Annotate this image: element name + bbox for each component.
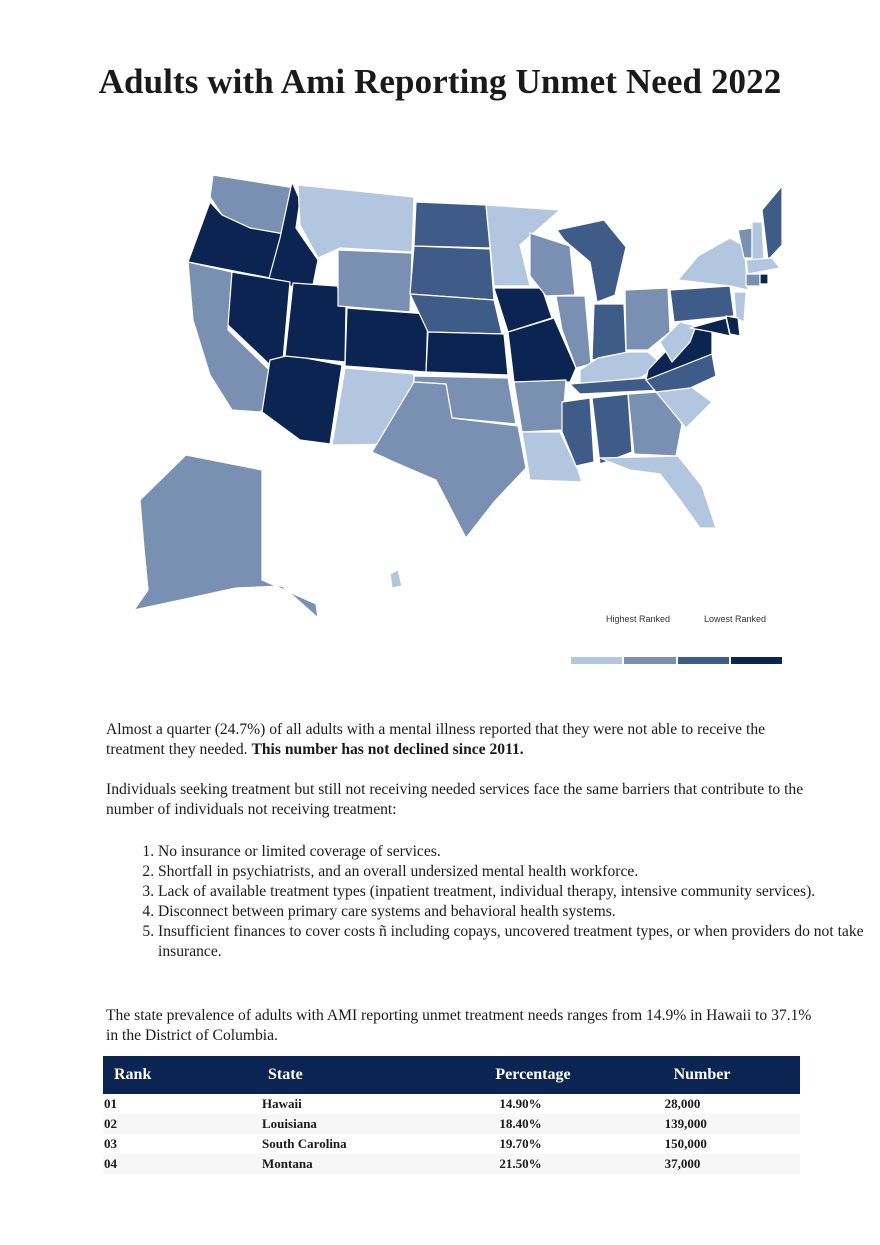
list-item: 1. No insurance or limited coverage of services. [158, 842, 870, 862]
cell-number: 139,000 [663, 1114, 800, 1134]
us-choropleth-map [110, 165, 790, 685]
state-rhode-island [760, 274, 768, 284]
header-state: State [268, 1066, 303, 1083]
cell-rank: 02 [103, 1114, 256, 1134]
legend-swatch [624, 657, 675, 664]
header-number: Number [673, 1066, 731, 1083]
legend-lowest-label: Lowest Ranked [704, 614, 767, 624]
state-montana [298, 185, 414, 258]
map-legend-labels [604, 614, 784, 630]
state-colorado [345, 308, 428, 372]
cell-number: 28,000 [664, 1096, 701, 1111]
cell-rank: 01 [104, 1096, 117, 1111]
table-row [103, 1094, 800, 1114]
paragraph-barriers-intro: Individuals seeking treatment but still not receiving needed services face the same barriers that contribute to the number of individuals not receiving treatment: [106, 781, 804, 818]
cell-state: Montana [256, 1154, 491, 1174]
barriers-list [106, 842, 870, 962]
state-alabama [592, 394, 632, 464]
state-new-york [678, 238, 748, 290]
list-item: 2. Shortfall in psychiatrists, and an overall undersized mental health workforce. [158, 862, 870, 882]
cell-state: South Carolina [262, 1136, 347, 1151]
cell-rank: 03 [104, 1136, 117, 1151]
cell-percentage: 19.70% [499, 1136, 542, 1151]
legend-swatch [678, 657, 729, 664]
state-new-hampshire [752, 222, 764, 260]
state-north-dakota [414, 202, 490, 248]
cell-state: Louisiana [256, 1114, 491, 1134]
state-south-dakota [410, 246, 494, 300]
cell-percentage: 21.50% [491, 1154, 662, 1174]
list-item: 5. Insufficient finances to cover costs ñ including copays, uncovered treatment types, or when providers do not take insurance. [158, 922, 870, 962]
cell-number: 37,000 [663, 1154, 800, 1174]
state-arizona [262, 355, 342, 444]
header-rank: Rank [114, 1066, 152, 1083]
state-connecticut [746, 274, 760, 286]
page-title: Adults with Ami Reporting Unmet Need 2022 [98, 62, 782, 101]
state-arkansas [514, 380, 566, 432]
state-wyoming [338, 250, 412, 312]
list-item: 4. Disconnect between primary care systems and behavioral health systems. [158, 902, 870, 922]
paragraph-unmet-need-text: Almost a quarter (24.7%) of all adults with a mental illness reported that they were not able to receive the treatment they needed. [106, 721, 766, 758]
state-ranking-table [103, 1056, 800, 1174]
list-item: 3. Lack of available treatment types (inpatient treatment, individual therapy, intensive community services). [158, 882, 870, 902]
paragraph-unmet-need-emphasis: This number has not declined since 2011. [251, 741, 524, 758]
state-kansas [426, 332, 508, 375]
cell-number: 150,000 [664, 1136, 707, 1151]
legend-highest-label: Highest Ranked [606, 614, 671, 624]
paragraph-unmet-need [106, 720, 818, 760]
cell-rank: 04 [103, 1154, 256, 1174]
paragraph-state-prevalence: The state prevalence of adults with AMI reporting unmet treatment needs ranges from 14.9% in Hawaii to 37.1% in the District of Columbia. [106, 1007, 812, 1044]
table-header-row [103, 1056, 800, 1094]
state-pennsylvania [670, 286, 734, 322]
table-row [103, 1134, 800, 1154]
cell-state: Hawaii [262, 1096, 302, 1111]
state-massachusetts [746, 258, 780, 274]
table-row [103, 1114, 800, 1134]
table-row [103, 1154, 800, 1174]
state-utah [285, 283, 346, 362]
cell-percentage: 18.40% [491, 1114, 662, 1134]
map-legend-bar [571, 657, 782, 664]
cell-percentage: 14.90% [499, 1096, 542, 1111]
state-hawaii [390, 570, 402, 588]
legend-swatch [731, 657, 782, 664]
state-indiana [592, 304, 626, 360]
state-florida [600, 456, 716, 528]
header-percentage: Percentage [495, 1066, 571, 1083]
legend-swatch [571, 657, 622, 664]
state-maine [762, 186, 782, 260]
state-alaska [134, 455, 318, 618]
